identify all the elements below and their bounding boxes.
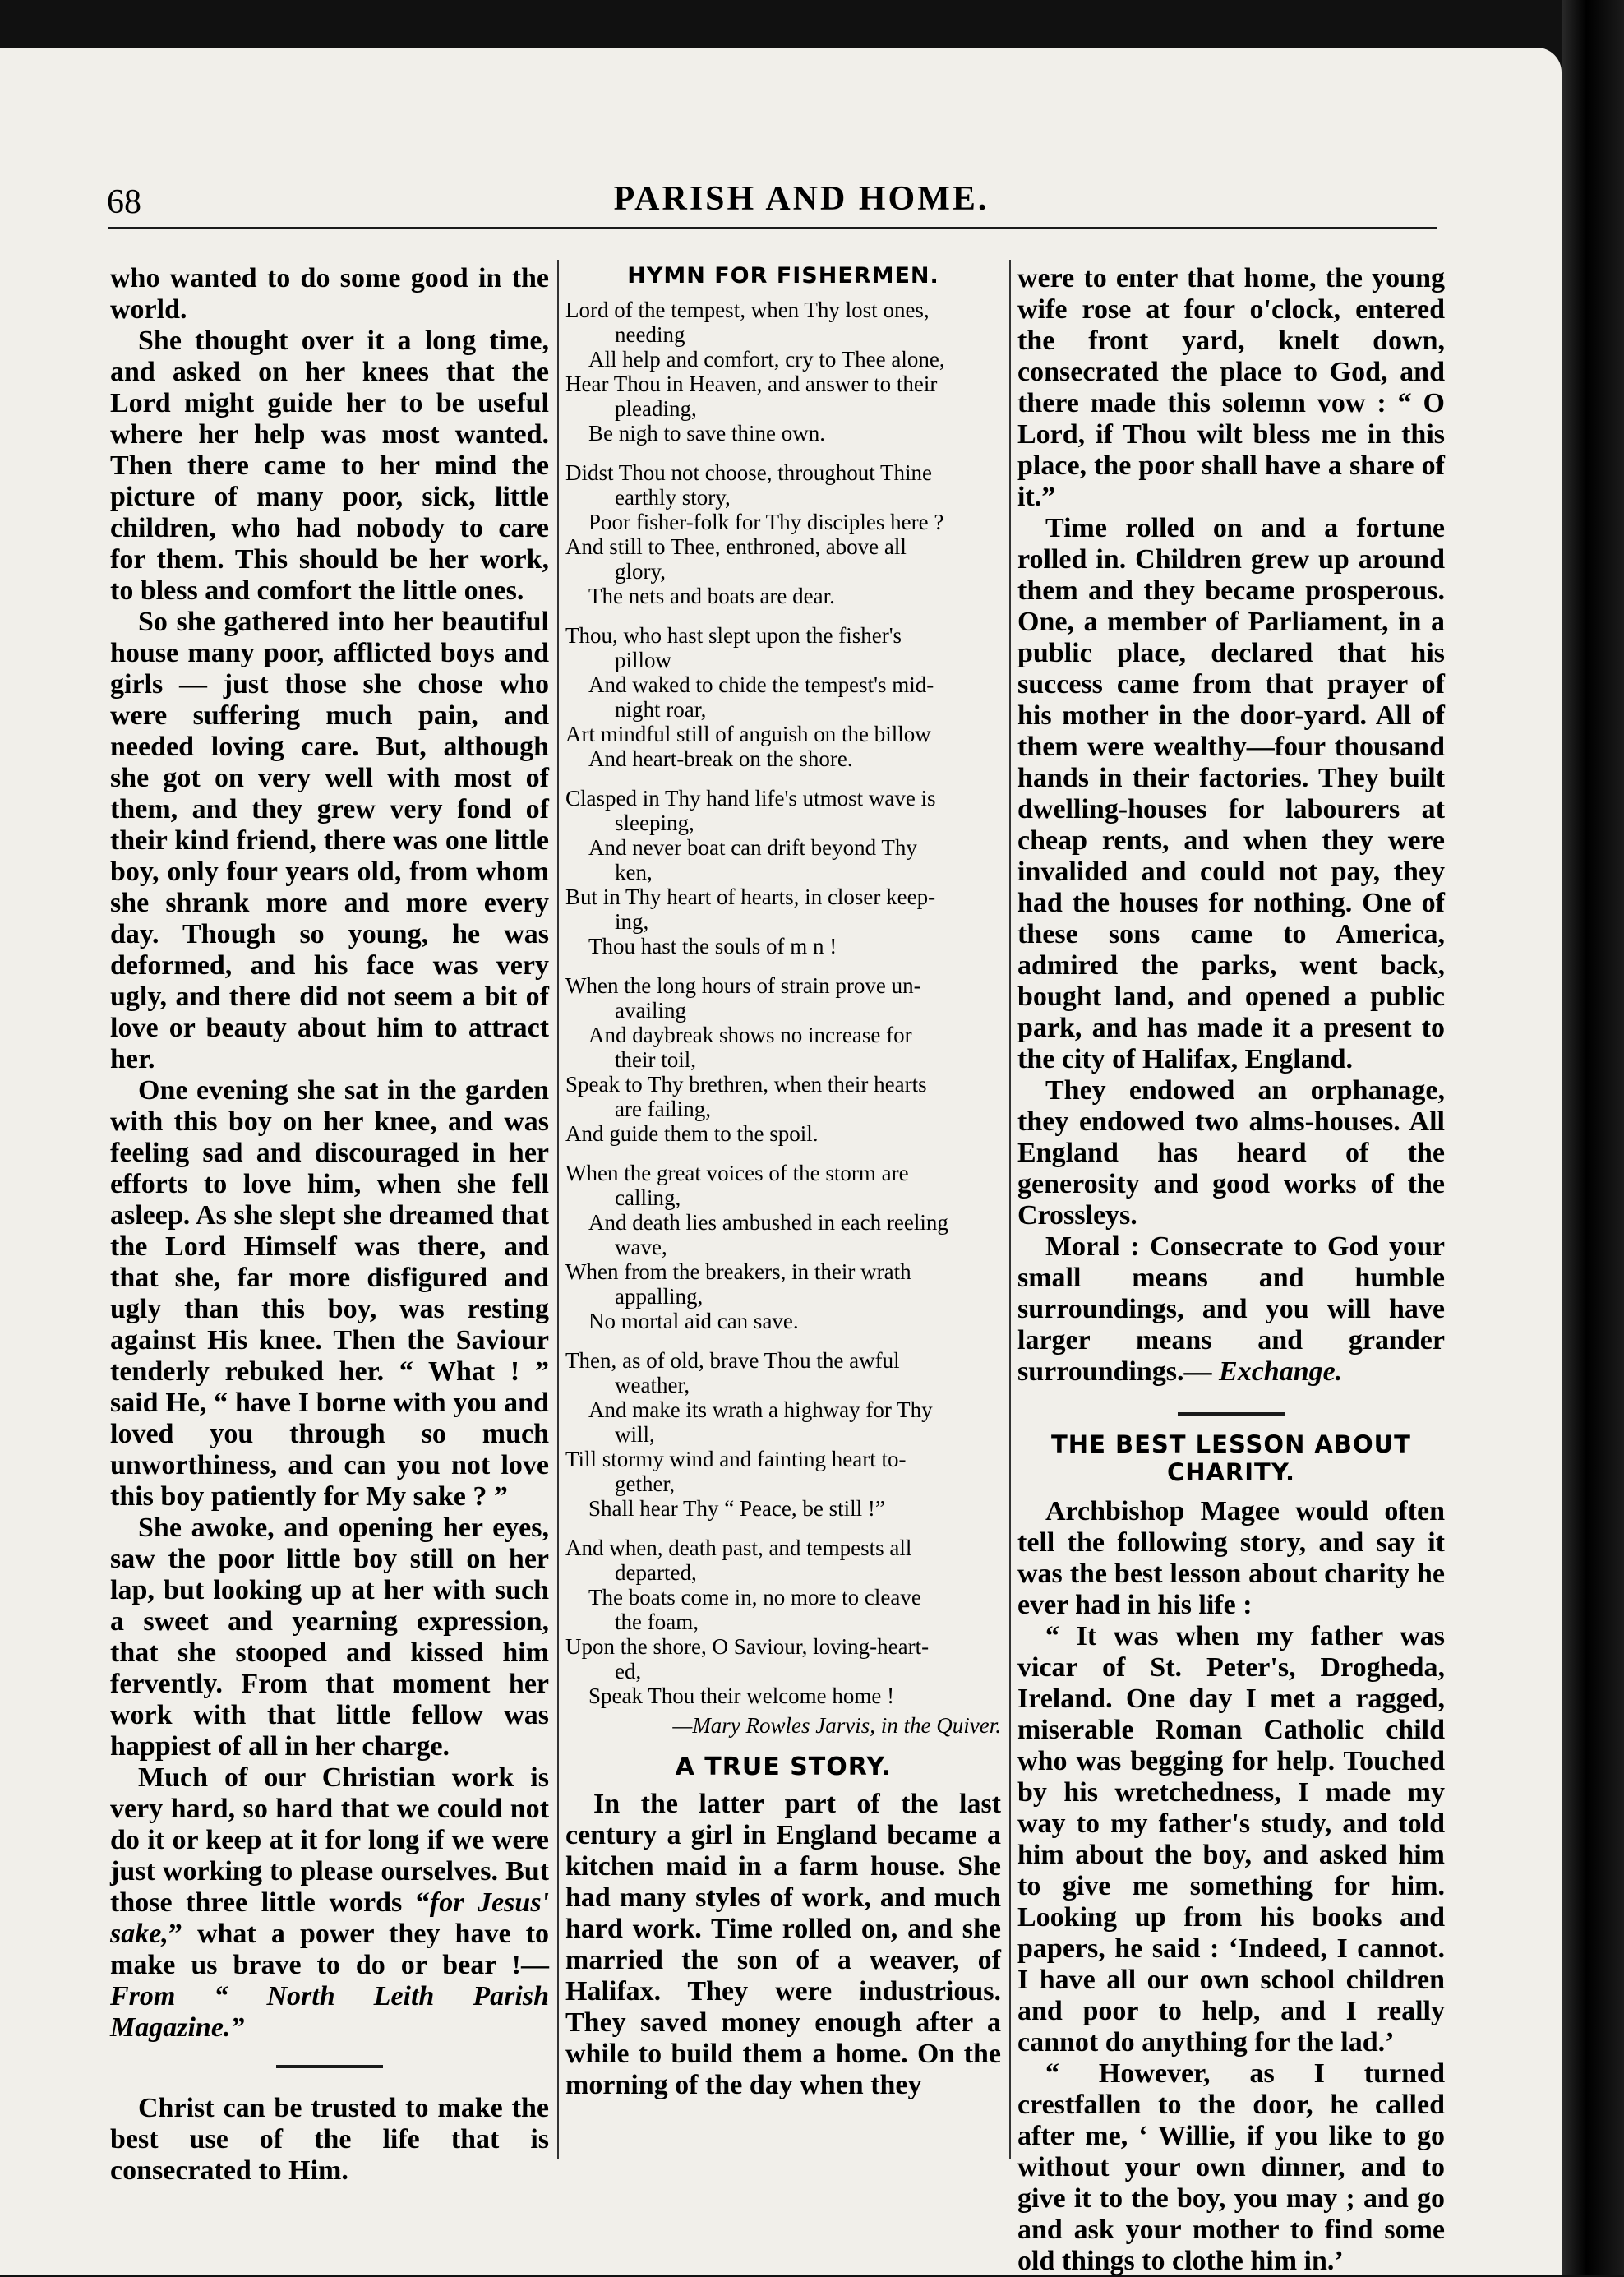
paragraph: They endowed an orphanage, they endowed two alms-houses. All England has heard of the generosity and good works of the Crossleys. [1017, 1075, 1445, 1231]
charity-heading: THE BEST LESSON ABOUT CHARITY. [1051, 1430, 1411, 1486]
verse-line: availing [615, 998, 686, 1023]
column-divider [1009, 260, 1011, 2159]
italic-span: for Jesus' sake, [110, 1887, 549, 1949]
verse-line: And heart-break on the shore. [588, 746, 853, 771]
verse-line: sleeping, [615, 811, 694, 835]
hymn-stanza [565, 973, 1001, 1146]
paragraph [110, 1762, 549, 2044]
text-span: Much of our Christian work is very hard, so hard that we could not do it or keep at it for long if we were just working to please ourselves. But those three little words “ [110, 1762, 549, 1918]
verse-line: weather, [615, 1373, 690, 1397]
hymn-stanza [565, 623, 1001, 771]
verse-line: When the great voices of the storm are [565, 1161, 909, 1185]
verse-line: And daybreak shows no increase for [588, 1023, 912, 1047]
text-span: ” what a power they have to make us brave to do or bear !— [110, 1919, 549, 1980]
verse-line: earthly story, [615, 485, 731, 510]
verse-line: their toil, [615, 1047, 696, 1072]
section-separator [1178, 1412, 1285, 1416]
verse-line: calling, [615, 1185, 681, 1210]
verse-line: will, [615, 1422, 655, 1447]
verse-line: ing, [615, 909, 649, 934]
hymn-stanza [565, 1161, 1001, 1333]
paragraph [1017, 1231, 1445, 1388]
hymn-stanza [565, 1348, 1001, 1521]
column-2 [565, 263, 1001, 2154]
verse-line: Be nigh to save thine own. [588, 421, 825, 446]
hymn-heading: HYMN FOR FISHERMEN. [627, 263, 939, 289]
hymn-credit: —Mary Rowles Jarvis, in the Quiver. [672, 1713, 1001, 1738]
verse-line: The boats come in, no more to cleave [588, 1585, 921, 1610]
verse-line: the foam, [615, 1610, 699, 1634]
paragraph: Christ can be trusted to make the best use of the life that is consecrated to Him. [110, 2093, 549, 2186]
verse-line: ken, [615, 860, 653, 884]
paragraph: She thought over it a long time, and asked on her knees that the Lord might guide her to be useful where her help was most wanted. Then there came to her mind the picture of many poor, sick, little children, who had nobody to care for them. This should be her work, to bless and comfort the little ones. [110, 326, 549, 606]
verse-line: And guide them to the spoil. [565, 1121, 819, 1146]
verse-line: needing [615, 322, 685, 347]
verse-line: are failing, [615, 1097, 711, 1121]
verse-line: appalling, [615, 1284, 704, 1309]
paragraph: were to enter that home, the young wife rose at four o'clock, entered the front yard, knelt down, consecrated the place to God, and there made this solemn vow : “ O Lord, if Thou wilt bless me in this place, the poor shall have a share of it.” [1017, 263, 1445, 512]
verse-line: Hear Thou in Heaven, and answer to their [565, 372, 938, 396]
paragraph: One evening she sat in the garden with this boy on her knee, and was feeling sad and discouraged in her efforts to love him, when she fell asleep. As she slept she dreamed that the Lord Himself was there, and that she, far more disfigured and ugly than this boy, was resting against His knee. Then the Saviour tenderly rebuked her. “ What ! ” said He, “ have I borne with you and loved you through so much unworthiness, and can you not love this boy patiently for My sake ? ” [110, 1075, 549, 1512]
verse-line: And still to Thee, enthroned, above all [565, 534, 907, 559]
paragraph: She awoke, and opening her eyes, saw the poor little boy still on her lap, but looking up at her with such a sweet and yearning expression, that she stooped and kissed him fervently. From that moment her work with that little fellow was happiest of all in her charge. [110, 1513, 549, 1762]
hymn-stanza [565, 298, 1001, 446]
column-1 [110, 263, 549, 2186]
header-rule [108, 227, 1437, 229]
text-span: Moral : Consecrate to God your small means and humble surroundings, and you will have larger means and grander surroundings.— [1017, 1231, 1445, 1387]
verse-line: And waked to chide the tempest's mid- [588, 672, 934, 697]
verse-line: Didst Thou not choose, throughout Thine [565, 460, 932, 485]
section-separator [276, 2065, 383, 2068]
book-spine [1562, 0, 1624, 2275]
verse-line: Speak to Thy brethren, when their hearts [565, 1072, 927, 1097]
hymn-stanza [565, 460, 1001, 608]
verse-line: ed, [615, 1659, 642, 1684]
running-title: PARISH AND HOME. [613, 180, 990, 218]
verse-line: The nets and boats are dear. [588, 584, 835, 608]
hymn-stanza [565, 1536, 1001, 1708]
hymn-poem [565, 298, 1001, 1738]
verse-line: Speak Thou their welcome home ! [588, 1684, 895, 1708]
paragraph: “ It was when my father was vicar of St. Peter's, Drogheda, Ireland. One day I met a ragged, miserable Roman Catholic child who was begging for help. Touched by his wretchedness, I made my way to my father's study, and told him about the boy, and asked him to give me something for him. Looking up from his books and papers, he said : ‘Indeed, I cannot. I have all our own school children and poor to help, and I really cannot do anything for the lad.’ [1017, 1621, 1445, 2058]
verse-line: And death lies ambushed in each reeling [588, 1210, 948, 1235]
column-3 [1017, 263, 1445, 2276]
verse-line: When the long hours of strain prove un- [565, 973, 921, 998]
hymn-stanza [565, 786, 1001, 958]
paragraph: Archbishop Magee would often tell the following story, and say it was the best lesson about charity he ever had in his life : [1017, 1496, 1445, 1620]
verse-line: When from the breakers, in their wrath [565, 1259, 911, 1284]
page-number: 68 [107, 183, 141, 221]
verse-line: Upon the shore, O Saviour, loving-heart- [565, 1634, 930, 1659]
story-heading: A TRUE STORY. [675, 1753, 892, 1781]
verse-line: departed, [615, 1560, 697, 1585]
verse-line: Then, as of old, brave Thou the awful [565, 1348, 900, 1373]
verse-line: Shall hear Thy “ Peace, be still !” [588, 1496, 885, 1521]
verse-line: Poor fisher-folk for Thy disciples here ? [588, 510, 944, 534]
verse-line: No mortal aid can save. [588, 1309, 799, 1333]
verse-line: But in Thy heart of hearts, in closer keep- [565, 884, 936, 909]
paragraph: So she gathered into her beautiful house many poor, afflicted boys and girls — just those she chose who were suffering much pain, and needed loving care. But, although she got on very well with most of them, and they grew very fond of their kind friend, there was one little boy, only four years old, from whom she shrank more and more every day. Though so young, he was deformed, and his face was very ugly, and there did not seem a bit of love or beauty about him to attract her. [110, 607, 549, 1074]
verse-line: Till stormy wind and fainting heart to- [565, 1447, 907, 1471]
verse-line: All help and comfort, cry to Thee alone, [588, 347, 945, 372]
paragraph: who wanted to do some good in the world. [110, 263, 549, 325]
verse-line: And make its wrath a highway for Thy [588, 1397, 933, 1422]
verse-line: wave, [615, 1235, 667, 1259]
verse-line: Clasped in Thy hand life's utmost wave is [565, 786, 936, 811]
verse-line: pillow [615, 648, 672, 672]
verse-line: And when, death past, and tempests all [565, 1536, 912, 1560]
verse-line: pleading, [615, 396, 697, 421]
paragraph: In the latter part of the last century a girl in England became a kitchen maid in a farm house. She had many styles of work, and much hard work. Time rolled on, and she married the son of a weaver, of Halifax. They were industrious. They saved money enough after a while to build them a home. On the morning of the day when they [565, 1789, 1001, 2100]
verse-line: Thou hast the souls of m n ! [588, 934, 837, 958]
paragraph: “ However, as I turned crestfallen to the door, he called after me, ‘ Willie, if you like to go without your own dinner, and to give it to the boy, you may ; and go and ask your mother to find some old things to clothe him in.’ [1017, 2058, 1445, 2276]
verse-line: And never boat can drift beyond Thy [588, 835, 917, 860]
verse-line: Art mindful still of anguish on the billow [565, 722, 931, 746]
column-divider [557, 260, 559, 2159]
verse-line: Thou, who hast slept upon the fisher's [565, 623, 902, 648]
verse-line: Lord of the tempest, when Thy lost ones, [565, 298, 930, 322]
source-credit: Exchange. [1219, 1356, 1343, 1387]
source-credit: From “ North Leith Parish Magazine.” [110, 1981, 549, 2043]
verse-line: gether, [615, 1471, 676, 1496]
verse-line: glory, [615, 559, 666, 584]
verse-line: night roar, [615, 697, 707, 722]
paragraph: Time rolled on and a fortune rolled in. Children grew up around them and they became prosperous. One, a member of Parliament, in a public place, declared that his success came from that prayer of his mother in the door-yard. All of them were wealthy—four thousand hands in their factories. They built dwelling-houses for labourers at cheap rents, and when they were invalided and could not pay, they had the houses for nothing. One of these sons came to America, admired the parks, went back, bought land, and opened a public park, and has made it a present to the city of Halifax, England. [1017, 513, 1445, 1074]
